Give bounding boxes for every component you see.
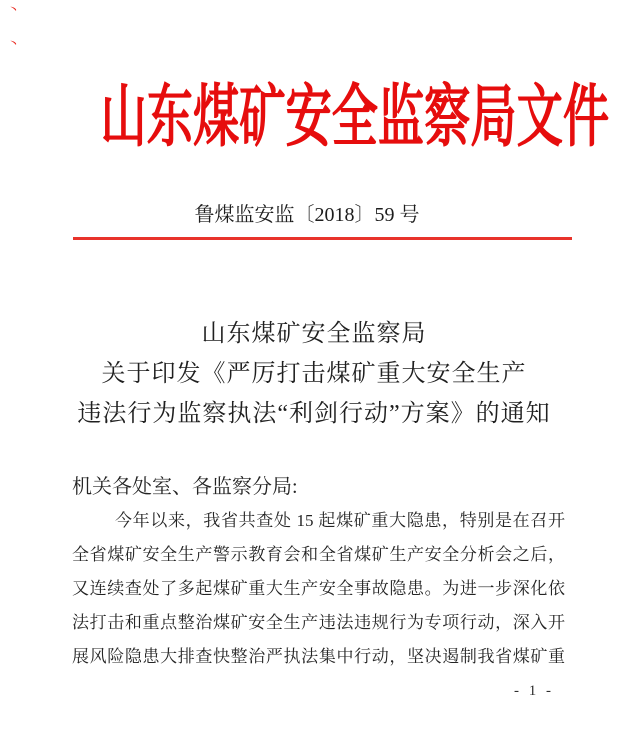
document-title-line-1: 山东煤矿安全监察局 (201, 321, 427, 347)
document-title (0, 314, 628, 434)
body-text-line: 全省煤矿安全生产警示教育会和全省煤矿生产安全分析会之后， (72, 545, 565, 564)
red-corner-mark-top: 丶 (5, 0, 22, 19)
document-title-line-3: 违法行为监察执法“利剑行动”方案》的通知 (77, 401, 551, 427)
letterhead-title: 山东煤矿安全监察局文件 (100, 79, 610, 155)
body-text-line: 今年以来，我省共查处 15 起煤矿重大隐患，特别是在召开 (115, 511, 565, 530)
salutation-line: 机关各处室、各监察分局: (72, 476, 298, 498)
notice-body (72, 470, 565, 674)
document-reference-number: 鲁煤监安监〔2018〕59 号 (194, 204, 420, 226)
red-separator-rule (73, 237, 572, 240)
body-text-line: 展风险隐患大排查快整治严执法集中行动，坚决遏制我省煤矿重 (72, 647, 565, 666)
red-corner-mark-bottom: 丶 (5, 34, 22, 53)
document-title-line-2: 关于印发《严厉打击煤矿重大安全生产 (101, 361, 527, 387)
body-text-line: 法打击和重点整治煤矿安全生产违法违规行为专项行动，深入开 (72, 613, 565, 632)
body-text-line: 又连续查处了多起煤矿重大生产安全事故隐患。为进一步深化依 (72, 579, 565, 598)
page-number: - 1 - (514, 683, 554, 699)
